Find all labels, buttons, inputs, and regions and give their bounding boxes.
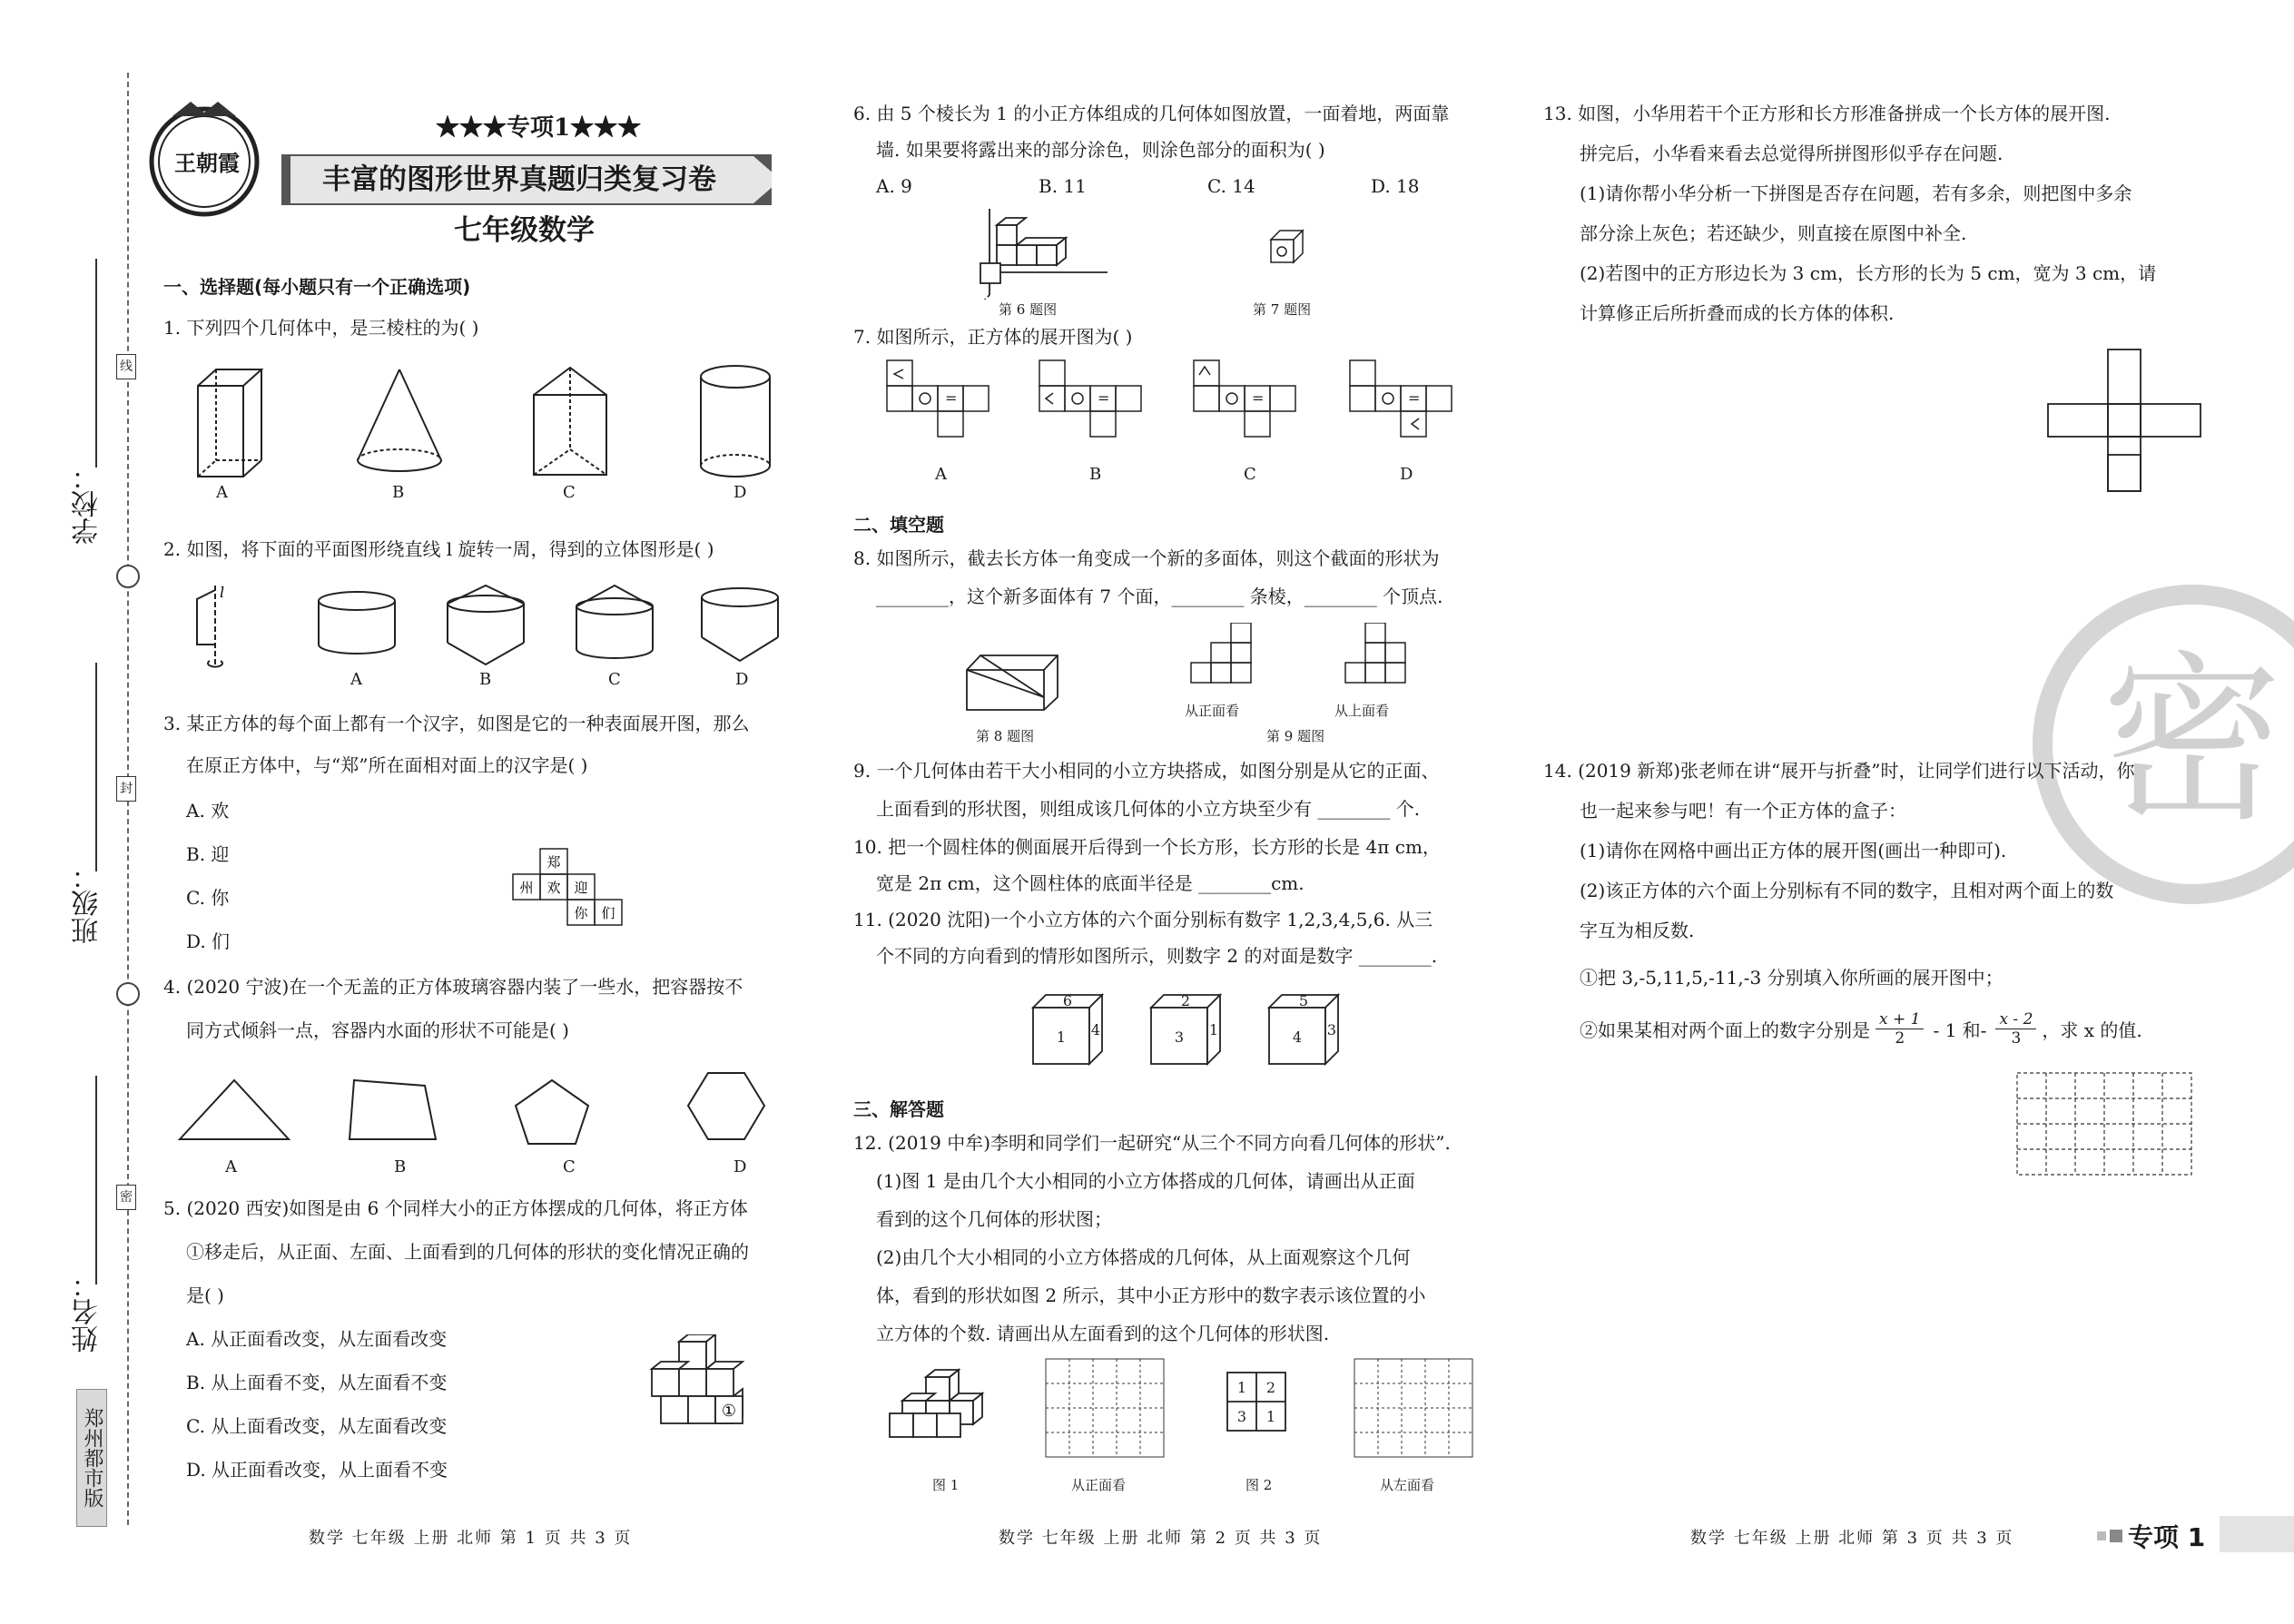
q1-label-a: A (216, 483, 228, 502)
svg-text:1: 1 (1056, 1029, 1067, 1046)
footer-page-1: 数学 七年级 上册 北师 第 1 页 共 3 页 (309, 1529, 633, 1548)
q3-option-d[interactable]: D. 们 (186, 930, 231, 952)
q6-option-a[interactable]: A. 9 (876, 175, 912, 197)
q1-solids (182, 359, 835, 486)
q13-line3: (1)请你帮小华分析一下拼图是否存在问题，若有多余，则把图中多余 (1580, 182, 2132, 204)
q6-option-b[interactable]: B. 11 (1039, 175, 1087, 197)
q6-line1: 6. 由 5 个棱长为 1 的小正方体组成的几何体如图放置，一面着地，两面靠 (853, 103, 1450, 124)
q2-label-c: C (608, 670, 621, 689)
q2-text: 2. 如图，将下面的平面图形绕直线 l 旋转一周，得到的立体图形是( ) (163, 538, 714, 560)
name-field[interactable] (95, 1076, 97, 1284)
q11-line2: 个不同的方向看到的情形如图所示，则数字 2 的对面是数字 ________. (876, 945, 1438, 967)
svg-text:欢: 欢 (546, 880, 561, 896)
q12-line1: 12. (2019 中牟)李明和同学们一起研究“从三个不同方向看几何体的形状”. (853, 1132, 1451, 1154)
footer-page-2: 数学 七年级 上册 北师 第 2 页 共 3 页 (999, 1529, 1323, 1548)
logo-text: 王朝霞 (174, 150, 240, 176)
q14-line4: (2)该正方体的六个面上分别标有不同的数字，且相对两个面上的数 (1580, 880, 2114, 901)
q4-line2: 同方式倾斜一点，容器内水面的形状不可能是( ) (186, 1019, 569, 1041)
q7-label-c: C (1244, 465, 1256, 484)
svg-text:郑: 郑 (546, 854, 561, 871)
q5-option-b[interactable]: B. 从上面看不变，从左面看不变 (186, 1372, 448, 1393)
binding-label-line: 线 (116, 354, 136, 379)
q14-line7-mid: - 1 和- (1933, 1019, 1987, 1041)
section-choice: 一、选择题(每小题只有一个正确选项) (163, 276, 471, 298)
q6-option-c[interactable]: C. 14 (1207, 175, 1255, 197)
q12-front-caption: 从正面看 (1071, 1477, 1127, 1493)
q5-line3: 是( ) (186, 1284, 224, 1306)
svg-text:州: 州 (519, 880, 534, 896)
q14-line2: 也一起来参与吧！有一个正方体的盒子： (1580, 800, 1906, 822)
q3-option-b[interactable]: B. 迎 (186, 843, 230, 865)
q9-top-view (1334, 623, 1434, 704)
q10-line1: 10. 把一个圆柱体的侧面展开后得到一个长方形，长方形的长是 4π cm， (853, 836, 1441, 858)
q13-line1: 13. 如图，小华用若干个正方形和长方形准备拼成一个长方体的展开图. (1543, 103, 2111, 124)
svg-text:6: 6 (1062, 992, 1073, 1009)
svg-text:1: 1 (1208, 1021, 1219, 1038)
svg-text:迎: 迎 (574, 880, 588, 896)
q5-option-c[interactable]: C. 从上面看改变，从左面看改变 (186, 1415, 448, 1437)
q14-line7-tail: ，求 x 的值. (2042, 1019, 2142, 1041)
header-tag: ★★★专项1★★★ (436, 114, 642, 142)
q13-net[interactable] (2043, 345, 2224, 499)
q14-line5: 字互为相反数. (1580, 920, 1695, 941)
q4-label-c: C (563, 1157, 576, 1176)
q1-label-c: C (563, 483, 576, 502)
footer-page-3: 数学 七年级 上册 北师 第 3 页 共 3 页 (1690, 1529, 2014, 1548)
svg-text:1: 1 (1265, 1408, 1276, 1425)
q2-label-a: A (350, 670, 362, 689)
q13-line5: (2)若图中的正方形边长为 3 cm，长方形的长为 5 cm，宽为 3 cm，请 (1580, 262, 2157, 284)
q14-grid[interactable] (2015, 1071, 2197, 1180)
q5-figure (635, 1334, 763, 1434)
footer-tag-bar (2220, 1516, 2294, 1552)
q9-line2: 上面看到的形状图，则组成该几何体的小立方块至少有 ________ 个. (876, 798, 1421, 820)
q4-label-b: B (394, 1157, 407, 1176)
svg-text:1: 1 (1236, 1379, 1247, 1396)
q7-text: 7. 如图所示，正方体的展开图为( ) (853, 326, 1133, 348)
page-title: 丰富的图形世界真题归类复习卷 (322, 163, 716, 196)
q7-nets (885, 359, 1475, 458)
q1-label-d: D (733, 483, 747, 502)
svg-text:你: 你 (574, 905, 588, 921)
svg-text:4: 4 (1090, 1021, 1101, 1038)
q5-option-d[interactable]: D. 从正面看改变，从上面看不变 (186, 1459, 448, 1481)
q8-line2: ________，这个新多面体有 7 个面，________ 条棱，________ 个顶点. (876, 586, 1443, 607)
svg-text:3: 3 (1236, 1408, 1247, 1425)
q12-line6: 立方体的个数. 请画出从左面看到的这个几何体的形状图. (876, 1323, 1330, 1344)
q12-figure-1 (881, 1366, 1017, 1448)
q14-line1: 14. (2019 新郑)张老师在讲“展开与折叠”时，让同学们进行以下活动，你 (1543, 760, 2135, 782)
q14-fraction-2: x - 2 3 (1995, 1010, 2036, 1048)
q6-option-d[interactable]: D. 18 (1371, 175, 1420, 197)
q12-line5: 体，看到的形状如图 2 所示，其中小正方形中的数字表示该位置的小 (876, 1284, 1426, 1306)
footer-tag-text: 专项 1 (2128, 1522, 2206, 1552)
q12-line4: (2)由几个大小相同的小立方体搭成的几何体，从上面观察这个几何 (876, 1246, 1411, 1268)
q2-solids (177, 581, 794, 681)
q12-line3: 看到的这个几何体的形状图； (876, 1208, 1112, 1230)
q4-line1: 4. (2020 宁波)在一个无盖的正方体玻璃容器内装了一些水，把容器按不 (163, 976, 743, 998)
q2-label-b: B (479, 670, 492, 689)
q14-fraction-1: x + 1 2 (1876, 1010, 1924, 1048)
q13-line6: 计算修正后所折叠而成的长方体的体积. (1580, 302, 1895, 324)
q7-label-a: A (935, 465, 947, 484)
q7-cube (1266, 227, 1312, 281)
q12-left-caption: 从左面看 (1380, 1477, 1435, 1493)
q2-label-d: D (735, 670, 749, 689)
q9-front-caption: 从正面看 (1185, 703, 1240, 719)
svg-text:=: = (1252, 389, 1265, 407)
q6-figure (971, 209, 1153, 300)
q13-line2: 拼完后，小华看来看去总觉得所拼图形似乎存在问题. (1580, 143, 2004, 164)
section-fill: 二、填空题 (853, 514, 944, 536)
school-field[interactable] (95, 259, 97, 468)
q13-line4: 部分涂上灰色；若还缺少，则直接在原图中补全. (1580, 222, 1967, 244)
q8-caption: 第 8 题图 (976, 728, 1035, 744)
q4-label-a: A (225, 1157, 237, 1176)
q7-label-b: B (1089, 465, 1102, 484)
q12-front-grid[interactable] (1044, 1357, 1171, 1462)
q8-line1: 8. 如图所示，截去长方体一角变成一个新的多面体，则这个截面的形状为 (853, 547, 1440, 569)
q14-line7-lead: ②如果某相对两个面上的数字分别是 (1580, 1019, 1870, 1041)
section-answer: 三、解答题 (853, 1098, 944, 1120)
svg-text:=: = (945, 389, 958, 407)
edition-label: 郑州都市版 (76, 1389, 107, 1527)
svg-text:3: 3 (1326, 1021, 1337, 1038)
school-label: 学校： (72, 463, 103, 545)
q14-line3: (1)请你在网格中画出正方体的展开图(画出一种即可). (1580, 840, 2007, 861)
q9-top-caption: 从上面看 (1334, 703, 1390, 719)
q9-caption: 第 9 题图 (1266, 728, 1325, 744)
footer-tag (2097, 1518, 2205, 1554)
q3-net (504, 844, 640, 944)
q11-line1: 11. (2020 沈阳)一个小立方体的六个面分别标有数字 1,2,3,4,5,6. 从三 (853, 909, 1433, 930)
q12-fig2-caption: 图 2 (1245, 1477, 1273, 1493)
q4-label-d: D (733, 1157, 747, 1176)
q5-line1: 5. (2020 西安)如图是由 6 个同样大小的正方体摆成的几何体，将正方体 (163, 1197, 748, 1219)
q6-caption: 第 6 题图 (999, 301, 1058, 318)
q10-line2: 宽是 2π cm，这个圆柱体的底面半径是 ________cm. (876, 872, 1305, 894)
q3-option-a[interactable]: A. 欢 (186, 800, 230, 822)
q11-cubes (1026, 989, 1371, 1071)
svg-text:=: = (1098, 389, 1110, 407)
svg-text:密: 密 (2101, 635, 2284, 847)
q14-line6: ①把 3,-5,11,5,-11,-3 分别填入你所画的展开图中； (1580, 967, 2004, 989)
q2-axis-label: l (220, 584, 225, 601)
watermark-seal (2020, 581, 2294, 908)
q14-line7 (1580, 1006, 2142, 1051)
class-label: 班级： (72, 862, 103, 944)
svg-text:2: 2 (1180, 992, 1191, 1009)
name-label: 姓名： (72, 1271, 103, 1353)
svg-text:们: 们 (601, 905, 615, 921)
binding-label-seal: 封 (116, 776, 136, 802)
q3-line2: 在原正方体中，与“郑”所在面相对面上的汉字是( ) (186, 754, 588, 776)
q8-figure (958, 645, 1067, 717)
svg-text:5: 5 (1298, 992, 1309, 1009)
page-subtitle: 七年级数学 (454, 214, 595, 247)
svg-text:2: 2 (1265, 1379, 1276, 1396)
q9-front-view (1180, 623, 1280, 704)
class-field[interactable] (95, 663, 97, 871)
q12-line2: (1)图 1 是由几个大小相同的小立方体搭成的几何体，请画出从正面 (876, 1170, 1415, 1192)
binding-label-secret: 密 (116, 1185, 136, 1210)
q9-line1: 9. 一个几何体由若干大小相同的小立方块搭成，如图分别是从它的正面、 (853, 760, 1440, 782)
q7-caption: 第 7 题图 (1253, 301, 1312, 318)
svg-text:4: 4 (1292, 1029, 1303, 1046)
q5-line2: ①移走后，从正面、左面、上面看到的几何体的形状的变化情况正确的 (186, 1241, 749, 1263)
q4-shapes (172, 1053, 790, 1153)
svg-text:=: = (1408, 389, 1421, 407)
punch-hole (116, 565, 140, 588)
q1-text: 1. 下列四个几何体中，是三棱柱的为( ) (163, 317, 479, 339)
q7-label-d: D (1400, 465, 1413, 484)
q12-figure-2 (1226, 1371, 1298, 1443)
q12-fig1-caption: 图 1 (932, 1477, 960, 1493)
q3-option-c[interactable]: C. 你 (186, 887, 230, 909)
punch-hole (116, 982, 140, 1006)
svg-text:3: 3 (1174, 1029, 1185, 1046)
q6-line2: 墙. 如果要将露出来的部分涂色，则涂色部分的面积为( ) (876, 139, 1325, 161)
q1-label-b: B (392, 483, 405, 502)
svg-text:①: ① (721, 1402, 737, 1421)
q3-line1: 3. 某正方体的每个面上都有一个汉字，如图是它的一种表面展开图，那么 (163, 713, 750, 734)
q12-left-grid[interactable] (1353, 1357, 1480, 1462)
q5-option-a[interactable]: A. 从正面看改变，从左面看改变 (186, 1328, 448, 1350)
